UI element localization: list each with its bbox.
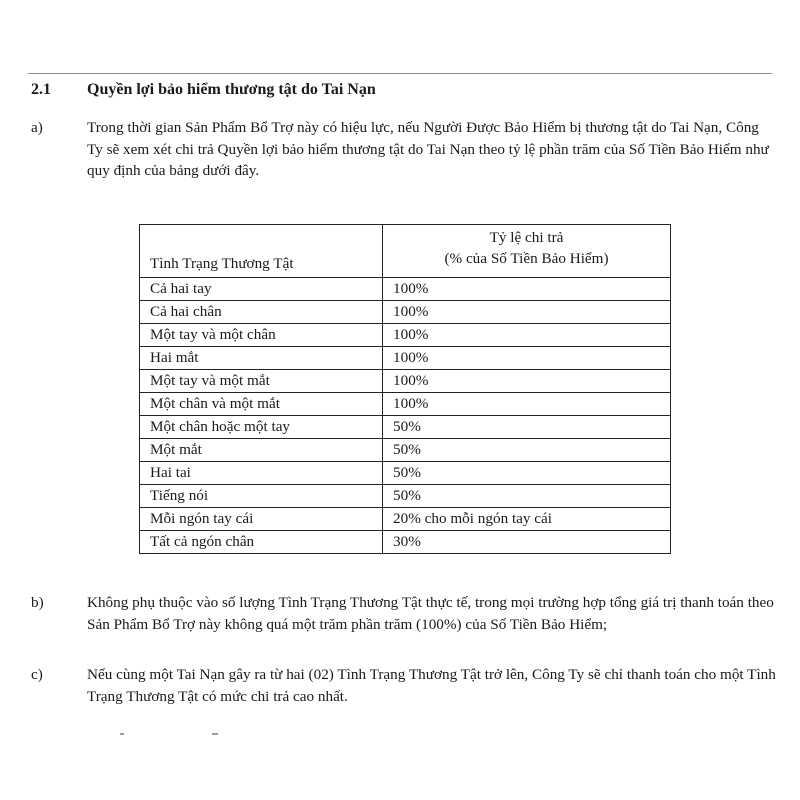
table-row [140, 278, 671, 301]
header-rate-line2: (% của Số Tiền Bảo Hiểm) [444, 250, 609, 267]
paragraph-b-text: Không phụ thuộc vào số lượng Tình Trạng Thương Tật thực tế, trong mọi trường hợp tổng giá trị thanh toán theo Sản Phẩm Bổ Trợ này không quá một trăm phần trăm (100%) của Số Tiền Bảo Hiểm; [87, 594, 774, 633]
condition-cell: Tiếng nói [140, 485, 383, 508]
rate-cell: 30% [383, 531, 671, 554]
table-row [140, 370, 671, 393]
condition-cell: Cả hai chân [140, 301, 383, 324]
top-divider [28, 73, 772, 74]
table-row [140, 347, 671, 370]
cut-off-text-remnant [120, 733, 240, 737]
paragraph-a [31, 117, 776, 182]
table-row [140, 439, 671, 462]
condition-cell: Tất cả ngón chân [140, 531, 383, 554]
header-condition: Tình Trạng Thương Tật [140, 225, 383, 278]
section-heading [31, 79, 771, 101]
condition-cell: Cả hai tay [140, 278, 383, 301]
rate-cell: 50% [383, 439, 671, 462]
rate-cell: 20% cho mỗi ngón tay cái [383, 508, 671, 531]
rate-cell: 100% [383, 393, 671, 416]
rate-cell: 100% [383, 324, 671, 347]
condition-cell: Một tay và một chân [140, 324, 383, 347]
table-row [140, 462, 671, 485]
condition-cell: Một chân hoặc một tay [140, 416, 383, 439]
condition-cell: Mỗi ngón tay cái [140, 508, 383, 531]
paragraph-b [31, 592, 776, 635]
rate-cell: 50% [383, 462, 671, 485]
header-rate-line1: Tỷ lệ chi trả [489, 229, 564, 246]
table-row [140, 324, 671, 347]
paragraph-c-text: Nếu cùng một Tai Nạn gây ra từ hai (02) Tình Trạng Thương Tật trở lên, Công Ty sẽ chỉ thanh toán cho một Tình Trạng Thương Tật có mức chi trả cao nhất. [87, 666, 776, 705]
paragraph-a-marker: a) [31, 119, 43, 136]
header-rate [383, 225, 671, 278]
condition-cell: Một tay và một mắt [140, 370, 383, 393]
table-row [140, 485, 671, 508]
rate-cell: 100% [383, 347, 671, 370]
condition-cell: Một mắt [140, 439, 383, 462]
paragraph-c [31, 664, 776, 707]
paragraph-b-marker: b) [31, 594, 44, 611]
rate-cell: 100% [383, 278, 671, 301]
section-title: Quyền lợi bảo hiểm thương tật do Tai Nạn [87, 81, 376, 98]
condition-cell: Hai tai [140, 462, 383, 485]
table-row [140, 416, 671, 439]
table-row [140, 301, 671, 324]
rate-cell: 50% [383, 485, 671, 508]
condition-cell: Một chân và một mắt [140, 393, 383, 416]
paragraph-c-marker: c) [31, 666, 43, 683]
paragraph-a-text: Trong thời gian Sản Phẩm Bổ Trợ này có hiệu lực, nếu Người Được Bảo Hiểm bị thương tật do Tai Nạn, Công Ty sẽ xem xét chi trả Quyền lợi bảo hiểm thương tật do Tai Nạn theo tỷ lệ phần trăm của Số Tiền Bảo Hiểm như quy định của bảng dưới đây. [87, 119, 769, 179]
table-header-row [140, 225, 671, 278]
table-row [140, 508, 671, 531]
rate-cell: 100% [383, 301, 671, 324]
rate-cell: 50% [383, 416, 671, 439]
table-row [140, 393, 671, 416]
section-number: 2.1 [31, 81, 51, 98]
table-row [140, 531, 671, 554]
injury-benefit-table [139, 224, 671, 554]
condition-cell: Hai mắt [140, 347, 383, 370]
rate-cell: 100% [383, 370, 671, 393]
